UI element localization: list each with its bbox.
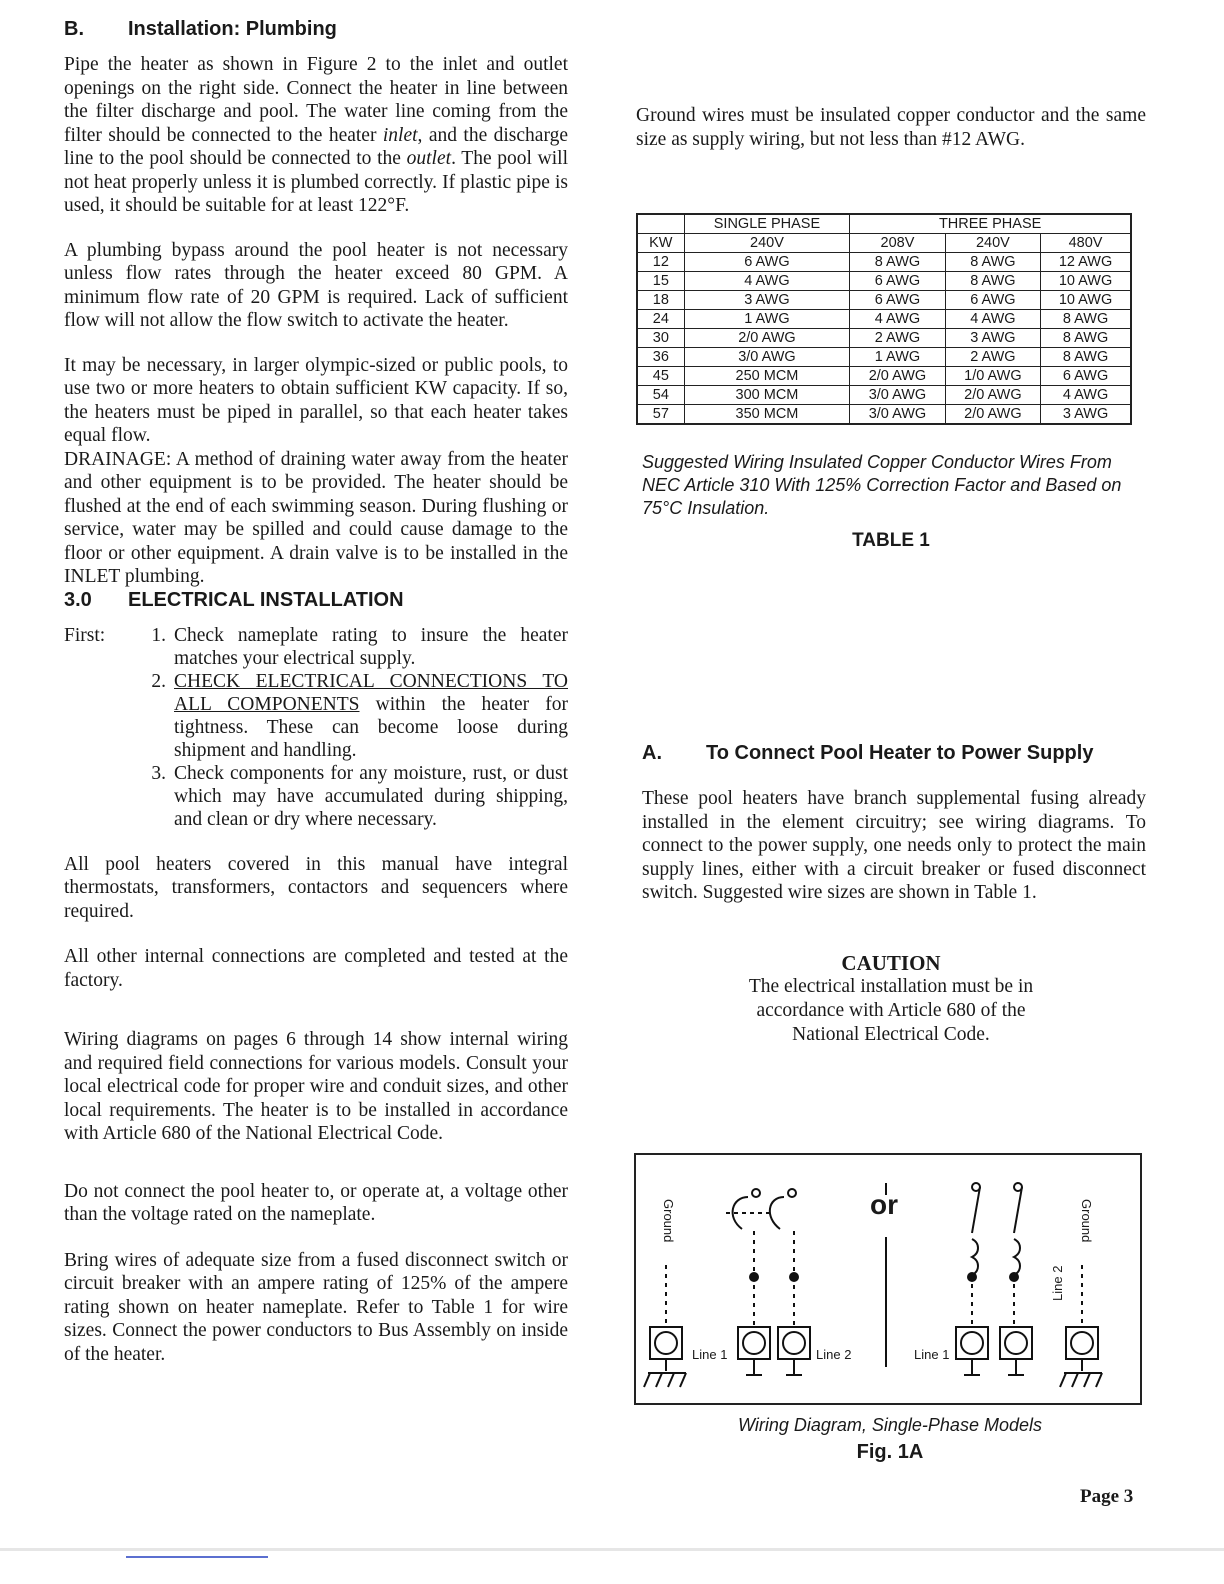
- wiring-diagram: [634, 1153, 1142, 1405]
- fuse-symbol: [972, 1239, 978, 1275]
- column-header: 240V: [684, 234, 850, 253]
- three-phase-header: THREE PHASE: [850, 214, 1131, 234]
- table-row: 18 3 AWG 6 AWG 6 AWG 10 AWG: [637, 291, 1131, 310]
- caution-box: [636, 951, 1146, 1047]
- ground-wire-paragraph: Ground wires must be insulated copper conductor and the same size as supply wiring, but not less than #12 AWG.: [636, 105, 1146, 150]
- table-row: 54 300 MCM 3/0 AWG 2/0 AWG 4 AWG: [637, 386, 1131, 405]
- table-caption: Suggested Wiring Insulated Copper Conductor Wires From NEC Article 310 With 125% Correction Factor and Based on 75°C Insulation.: [642, 452, 1122, 518]
- line1-label-b: Line 1: [914, 1347, 950, 1362]
- table-row: 24 1 AWG 4 AWG 4 AWG 8 AWG: [637, 310, 1131, 329]
- page-number: Page 3: [1080, 1486, 1134, 1507]
- single-phase-header: SINGLE PHASE: [684, 214, 850, 234]
- table-row: 12 6 AWG 8 AWG 8 AWG 12 AWG: [637, 253, 1131, 272]
- outlet-term: outlet: [406, 148, 452, 169]
- table-row: 30 2/0 AWG 2 AWG 3 AWG 8 AWG: [637, 329, 1131, 348]
- voltage-warning-paragraph: Do not connect the pool heater to, or operate at, a voltage other than the voltage rated on the nameplate.: [64, 1180, 568, 1225]
- figure-label: Fig. 1A: [856, 1441, 924, 1463]
- inlet-term: inlet: [382, 124, 418, 146]
- electrical-heading: [64, 589, 568, 612]
- connect-heading: [636, 742, 1146, 765]
- column-header: KW: [637, 234, 684, 253]
- or-label: or: [870, 1189, 898, 1220]
- wire-size-table: [636, 213, 1132, 425]
- line1-label-a: Line 1: [692, 1347, 728, 1362]
- connect-section-number: A.: [642, 742, 662, 764]
- checklist-item: 2. CHECK ELECTRICAL CONNECTIONS TO ALL COMPONENTS within the heater for tightness. These can become loose during shipment and handling.: [151, 670, 568, 761]
- fuse-symbol: [1014, 1239, 1020, 1275]
- caution-heading: CAUTION: [841, 950, 941, 975]
- bottom-rule: [0, 1548, 1224, 1551]
- caution-text: The electrical installation must be in accordance with Article 680 of the National Electrical Code.: [748, 975, 1034, 1045]
- plumbing-section-number: B.: [64, 18, 84, 40]
- connect-section-title: To Connect Pool Heater to Power Supply: [706, 742, 1094, 764]
- figure-caption: [636, 1414, 1144, 1464]
- integral-components-paragraph: All pool heaters covered in this manual have integral thermostats, transformers, contactors and sequencers where required.: [64, 853, 568, 922]
- connect-paragraph: These pool heaters have branch supplemental fusing already installed in the element circuitry; see wiring diagrams. To connect to the power supply, one needs only to protect the main supply lines, either with a circuit breaker or fused disconnect switch. Suggested wire sizes are shown in Table 1.: [642, 788, 1146, 903]
- table-title: TABLE 1: [852, 530, 930, 551]
- line2-label-a: Line 2: [816, 1347, 852, 1362]
- plumbing-section-title: Installation: Plumbing: [128, 18, 337, 40]
- table-group-header: [637, 214, 1131, 234]
- table-row: 15 4 AWG 6 AWG 8 AWG 10 AWG: [637, 272, 1131, 291]
- electrical-section-number: 3.0: [64, 588, 92, 611]
- checklist-item: 3. Check components for any moisture, rust, or dust which may have accumulated during shipping, and clean or dry where necessary.: [151, 762, 568, 830]
- wiring-diagrams-paragraph: Wiring diagrams on pages 6 through 14 show internal wiring and required field connections for various models. Consult your local electrical code for proper wire and conduit sizes, and other local requirements. The heater is to be installed in accordance with Article 680 of the National Electrical Code.: [64, 1029, 568, 1144]
- column-header: 240V: [945, 234, 1040, 253]
- plumbing-paragraph-1: Pipe the heater as shown in Figure 2 to the inlet and outlet openings on the right side. Connect the heater in line between the filter discharge and pool. The water line coming from the filter should be connected to the heater inlet, and the discharge line to the pool should be connected to the outlet. The pool will not heat properly unless it is plumbed correctly. If plastic pipe is used, it should be suitable for at least 122°F.: [64, 54, 569, 216]
- plumbing-heading: [64, 18, 568, 41]
- drainage-paragraph: DRAINAGE: A method of draining water away from the heater and other equipment is to be provided. The heater should be flushed at the end of each swimming season. During flushing or service, water may be spilled and could cause damage to the floor or other equipment. A drain valve is to be installed in the INLET plumbing.: [64, 448, 568, 587]
- column-header: 208V: [850, 234, 945, 253]
- column-header: 480V: [1041, 234, 1131, 253]
- first-label: First:: [64, 624, 106, 646]
- underlined-check-connections: CHECK ELECTRICAL CONNECTIONS TO ALL COMPONENTS: [174, 670, 568, 715]
- figure-caption-text: Wiring Diagram, Single-Phase Models: [738, 1415, 1042, 1435]
- left-column: [64, 18, 568, 1366]
- bottom-tab-marker: [126, 1556, 268, 1558]
- line2-label-b: Line 2: [1050, 1265, 1065, 1301]
- right-column: [636, 104, 1146, 1047]
- plumbing-paragraph-2: A plumbing bypass around the pool heater is not necessary unless flow rates through the heater exceed 80 GPM. A minimum flow rate of 20 GPM is required. Lack of sufficient flow will not allow the flow switch to activate the heater.: [64, 239, 568, 331]
- factory-tested-paragraph: All other internal connections are completed and tested at the factory.: [64, 946, 568, 991]
- checklist-item: 1. Check nameplate rating to insure the heater matches your electrical supply.: [151, 624, 568, 669]
- table-header-row: [637, 234, 1131, 253]
- first-checklist: [64, 624, 568, 831]
- electrical-section-title: ELECTRICAL INSTALLATION: [128, 588, 404, 611]
- table-row: 57 350 MCM 3/0 AWG 2/0 AWG 3 AWG: [637, 405, 1131, 425]
- ground-label-right: Ground: [1079, 1199, 1094, 1243]
- table-row: 45 250 MCM 2/0 AWG 1/0 AWG 6 AWG: [637, 367, 1131, 386]
- breaker-contact: [770, 1197, 784, 1229]
- wire-size-paragraph: Bring wires of adequate size from a fused disconnect switch or circuit breaker with an ampere rating of 125% of the ampere rating shown on heater nameplate. Refer to Table 1 for wire sizes. Connect the power conductors to Bus Assembly on inside of the heater.: [64, 1249, 568, 1365]
- plumbing-paragraph-3: It may be necessary, in larger olympic-sized or public pools, to use two or more heaters to obtain sufficient KW capacity. If so, the heaters must be piped in parallel, so that each heater takes equal flow.: [64, 354, 568, 446]
- table-row: 36 3/0 AWG 1 AWG 2 AWG 8 AWG: [637, 348, 1131, 367]
- ground-label-left: Ground: [661, 1199, 676, 1243]
